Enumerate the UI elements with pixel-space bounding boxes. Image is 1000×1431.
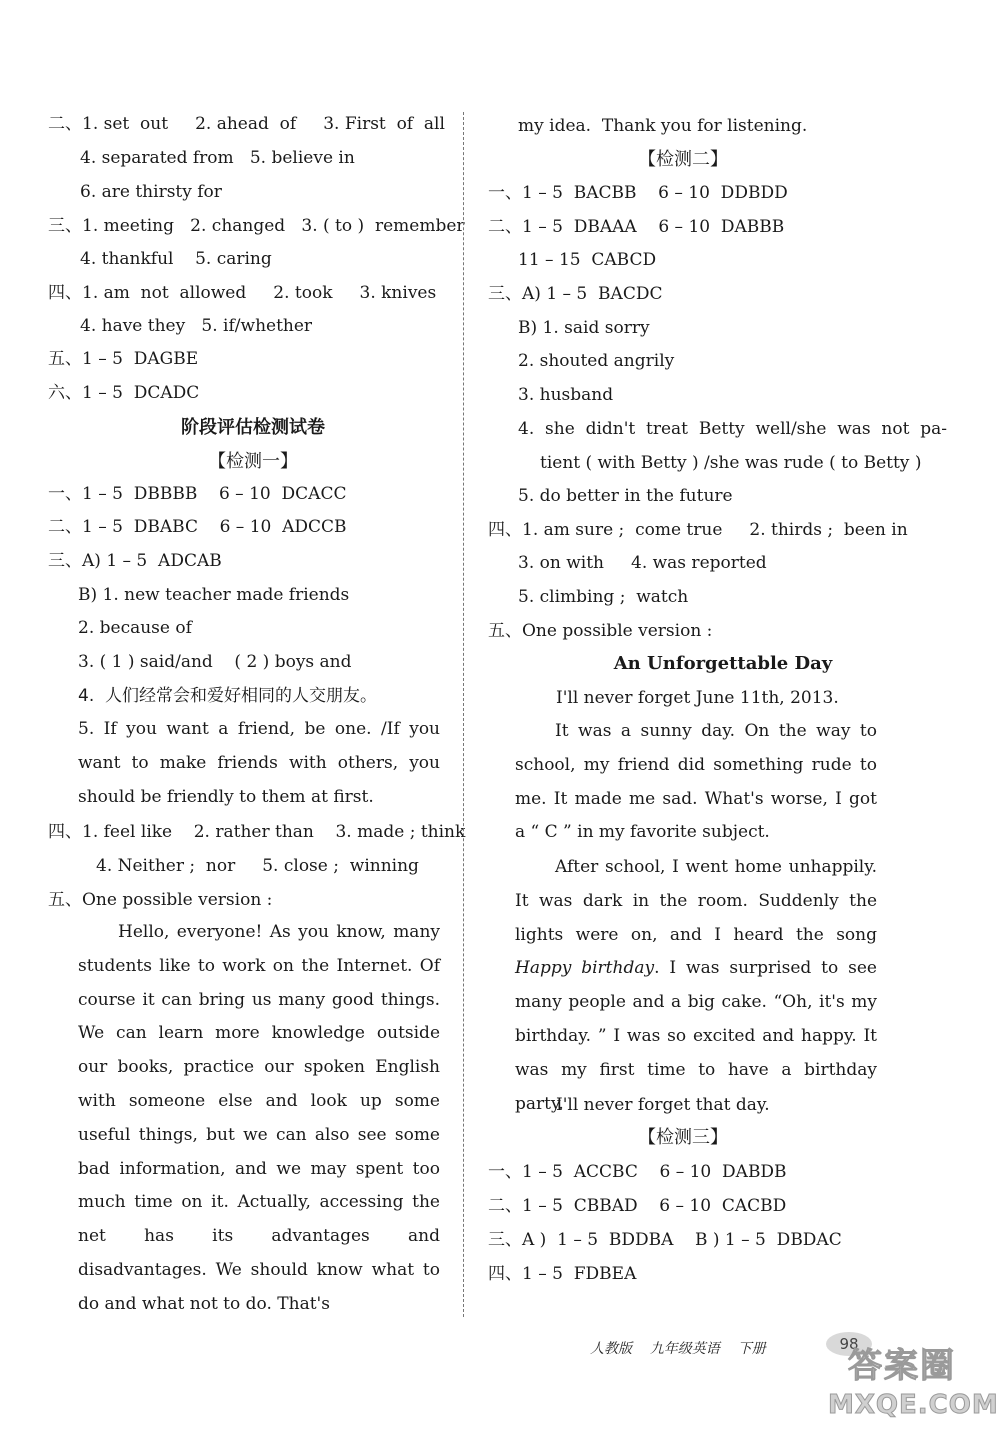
answer-line: 一、1 – 5 ACCBC 6 – 10 DABDB xyxy=(488,1162,787,1182)
answer-line: 11 – 15 CABCD xyxy=(518,250,657,270)
section-title: 阶段评估检测试卷 xyxy=(181,417,325,438)
essay-line: I'll never forget that day. xyxy=(556,1095,770,1115)
watermark-text: 答案圈 xyxy=(848,1346,956,1386)
answer-line: B) 1. new teacher made friends xyxy=(78,585,350,605)
answer-line: 五、One possible version : xyxy=(48,890,273,910)
answer-line: 三、A) 1 – 5 BACDC xyxy=(488,284,663,304)
answer-line: 4. thankful 5. caring xyxy=(80,249,272,269)
essay-paragraph: Hello, everyone! As you know, many students like to work on the Internet. Of course it can bring us many good things. We can learn more knowledge outside our books, practice our spoken English with someone else and look up some useful things, but we can also see some bad information, and we may spent too much time on it. Actually, accessing the net has its advantages and disadvantages. We should know what to do and what not to do. That's xyxy=(78,922,440,1314)
answer-line: 4. she didn't treat Betty well/she was not pa- xyxy=(518,419,948,439)
answer-line: 四、1. feel like 2. rather than 3. made ; think xyxy=(48,822,466,842)
test1-title: 【检测一】 xyxy=(208,451,298,472)
answer-line: 二、1 – 5 DBAAA 6 – 10 DABBB xyxy=(488,217,785,237)
answer-line: 一、1 – 5 DBBBB 6 – 10 DCACC xyxy=(48,484,347,504)
essay-paragraph: It was a sunny day. On the way to school, my friend did something rude to me. It made me sad. What's worse, I got a “ C ” in my favorite subject. xyxy=(515,721,877,843)
answer-line: 3. ( 1 ) said/and ( 2 ) boys and xyxy=(78,652,352,672)
song-title: Happy birthday xyxy=(515,958,655,979)
test3-title: 【检测三】 xyxy=(638,1127,728,1148)
essay-title: An Unforgettable Day xyxy=(613,653,833,674)
answer-line: 4. Neither ; nor 5. close ; winning xyxy=(96,856,419,876)
page-number: 98 xyxy=(826,1332,872,1356)
answer-line: 二、1 – 5 DBABC 6 – 10 ADCCB xyxy=(48,517,347,537)
watermark-url: MXQE.COM xyxy=(828,1390,999,1420)
answer-line: 5. climbing ; watch xyxy=(518,587,689,607)
answer-line: 4. separated from 5. believe in xyxy=(80,148,355,168)
essay-text: . I was surprised to see many people and a big cake. “Oh, it's my birthday. ” I was so excited and happy. It was my first time to have a birthday party. xyxy=(515,958,877,1114)
essay-paragraph xyxy=(515,851,877,1121)
essay-text: After school, I went home unhappily. It was dark in the room. Suddenly the lights were on, and I heard the song xyxy=(515,857,877,945)
test2-title: 【检测二】 xyxy=(638,149,728,170)
watermark-logo xyxy=(828,1338,999,1426)
answer-line: 5. do better in the future xyxy=(518,486,733,506)
answer-line: 4. have they 5. if/whether xyxy=(80,316,313,336)
answer-line: 一、1 – 5 BACBB 6 – 10 DDBDD xyxy=(488,183,788,203)
answer-line: 3. husband xyxy=(518,385,614,405)
answer-line: 六、1 – 5 DCADC xyxy=(48,383,200,403)
answer-line: 3. on with 4. was reported xyxy=(518,553,767,573)
footer-text: 人教版 九年级英语 下册 xyxy=(590,1341,766,1357)
answer-line: 2. shouted angrily xyxy=(518,351,675,371)
answer-line: 四、1. am sure ; come true 2. thirds ; been in xyxy=(488,520,908,540)
answer-line: 五、One possible version : xyxy=(488,621,713,641)
answer-line: 四、1 – 5 FDBEA xyxy=(488,1264,637,1284)
answer-line: my idea. Thank you for listening. xyxy=(518,116,808,136)
essay-line: I'll never forget June 11th, 2013. xyxy=(556,688,839,708)
answer-line: 2. because of xyxy=(78,618,192,638)
answer-line: 4. 人们经常会和爱好相同的人交朋友。 xyxy=(78,686,378,706)
answer-line: 二、1. set out 2. ahead of 3. First of all xyxy=(48,114,445,134)
answer-line: 6. are thirsty for xyxy=(80,182,222,202)
answer-line: 三、1. meeting 2. changed 3. ( to ) remember xyxy=(48,216,465,236)
column-divider xyxy=(463,112,464,1317)
answer-line: 三、A ) 1 – 5 BDDBA B ) 1 – 5 DBDAC xyxy=(488,1230,842,1250)
answer-paragraph: 5. If you want a friend, be one. /If you want to make friends with others, you should be friendly to them at first. xyxy=(78,719,440,807)
answer-line: 二、1 – 5 CBBAD 6 – 10 CACBD xyxy=(488,1196,787,1216)
answer-line: 三、A) 1 – 5 ADCAB xyxy=(48,551,222,571)
answer-line: tient ( with Betty ) /she was rude ( to Betty ) xyxy=(540,453,922,473)
answer-line: 四、1. am not allowed 2. took 3. knives xyxy=(48,283,437,303)
answer-line: 五、1 – 5 DAGBE xyxy=(48,349,199,369)
answer-line: B) 1. said sorry xyxy=(518,318,650,338)
